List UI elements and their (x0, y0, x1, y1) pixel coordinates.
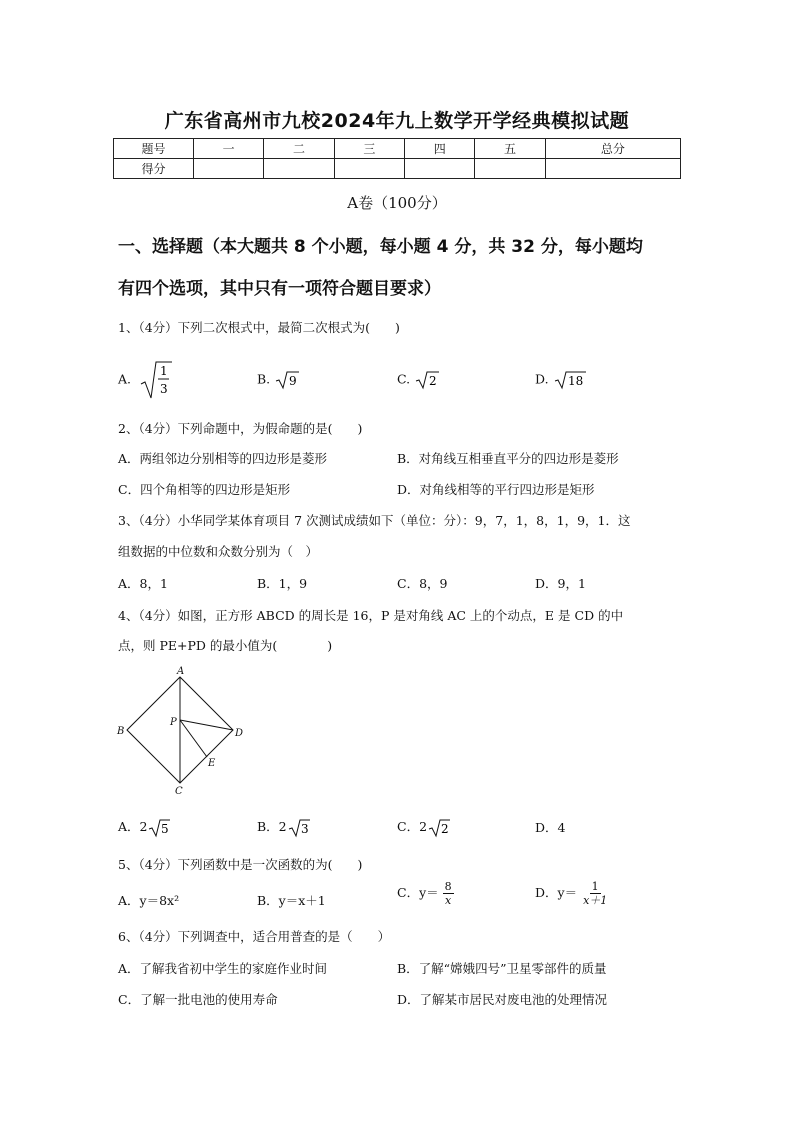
score-cell: 总分 (545, 139, 680, 159)
score-cell: 二 (264, 139, 334, 159)
score-cell: 题号 (114, 139, 194, 159)
sqrt-fraction-icon (139, 360, 173, 400)
q3-option-c: C．8，9 (397, 576, 448, 591)
q1-option-c (397, 370, 440, 390)
q3-option-d: D．9，1 (535, 576, 586, 591)
q5-option-c-num: 8 (444, 880, 452, 893)
label-e: E (208, 758, 216, 769)
q6-option-c: C．了解一批电池的使用寿命 (118, 992, 278, 1007)
q5-option-c (397, 880, 454, 907)
sqrt-icon (147, 818, 171, 838)
q2-option-b: B．对角线互相垂直平分的四边形是菱形 (397, 451, 619, 466)
label-d: D (235, 728, 244, 739)
segment-pe (180, 720, 207, 757)
sqrt-icon (553, 370, 587, 390)
q5-option-d-num: 1 (591, 880, 599, 893)
q3-stem-line2: 组数据的中位数和众数分别为（ ） (118, 544, 319, 559)
q1-option-a-num: 1 (160, 364, 168, 378)
score-cell: 三 (334, 139, 404, 159)
q4-option-b-radicand: 3 (300, 821, 309, 836)
q1-option-a (118, 360, 173, 400)
score-cell: 得分 (114, 159, 194, 179)
q4-option-a-label: A．2 (118, 819, 148, 834)
q1-option-b (257, 370, 300, 390)
score-cell: 一 (194, 139, 264, 159)
q1-option-c-label: C. (397, 371, 411, 387)
q4-option-a (118, 817, 171, 838)
q4-option-b-label: B．2 (257, 819, 287, 834)
q4-stem-line2: 点，则 PE+PD 的最小值为( ) (118, 638, 333, 653)
q6-option-b: B．了解“嫦娥四号”卫星零部件的质量 (397, 961, 607, 976)
q3-stem-line1: 3、（4分）小华同学某体育项目 7 次测试成绩如下（单位：分）：9，7，1，8，1，9，1．这 (118, 513, 631, 528)
sqrt-icon (414, 370, 440, 390)
sqrt-icon (274, 370, 300, 390)
score-table-header-row (114, 139, 681, 159)
q2-option-d: D．对角线相等的平行四边形是矩形 (397, 482, 595, 497)
label-a: A (177, 666, 185, 677)
square-abcd-figure (112, 664, 252, 799)
q5-option-c-den: x (445, 894, 452, 907)
q3-option-a: A．8，1 (118, 576, 168, 591)
score-table (113, 138, 681, 179)
score-cell-empty (545, 159, 680, 179)
q1-option-a-label: A. (118, 371, 132, 387)
q1-option-b-radicand: 9 (289, 374, 297, 388)
sqrt-icon (287, 818, 311, 838)
q4-option-a-radicand: 5 (161, 821, 170, 836)
q6-option-a: A．了解我省初中学生的家庭作业时间 (118, 961, 328, 976)
score-cell-empty (334, 159, 404, 179)
score-cell: 四 (405, 139, 475, 159)
q3-option-b: B．1，9 (257, 576, 308, 591)
label-c: C (175, 786, 183, 797)
section-heading-line1: 一、选择题（本大题共 8 个小题，每小题 4 分，共 32 分，每小题均 (118, 237, 643, 257)
sqrt-icon (427, 818, 451, 838)
q6-stem: 6、（4分）下列调查中，适合用普查的是（ ） (118, 929, 391, 944)
label-b: B (117, 726, 125, 737)
q4-option-c-radicand: 2 (441, 821, 449, 836)
q4-option-d: D．4 (535, 820, 566, 835)
score-cell-empty (475, 159, 545, 179)
score-cell-empty (405, 159, 475, 179)
q1-option-c-radicand: 2 (429, 374, 437, 388)
q5-option-d-fraction (581, 880, 609, 907)
score-cell-empty (194, 159, 264, 179)
q5-option-a: A．y＝8x² (118, 893, 180, 908)
q2-option-c: C．四个角相等的四边形是矩形 (118, 482, 291, 497)
q1-option-d (535, 370, 587, 390)
q5-option-d (535, 880, 609, 907)
q1-option-d-radicand: 18 (567, 374, 583, 388)
q2-option-a: A．两组邻边分别相等的四边形是菱形 (118, 451, 328, 466)
q5-option-d-label: D．y＝ (535, 885, 578, 900)
score-cell-empty (264, 159, 334, 179)
q6-option-d: D．了解某市居民对废电池的处理情况 (397, 992, 608, 1007)
q4-stem-line1: 4、（4分）如图，正方形 ABCD 的周长是 16，P 是对角线 AC 上的个动点，E 是 CD 的中 (118, 608, 624, 623)
paper-part-heading: A卷（100分） (347, 194, 447, 212)
section-heading-line2: 有四个选项，其中只有一项符合题目要求） (118, 279, 441, 299)
exam-title: 广东省高州市九校2024年九上数学开学经典模拟试题 (164, 110, 630, 132)
score-table-score-row (114, 159, 681, 179)
q5-option-c-label: C．y＝ (397, 885, 439, 900)
q4-option-c (397, 817, 451, 838)
q5-option-d-den: x＋1 (583, 894, 608, 907)
score-cell: 五 (475, 139, 545, 159)
q1-option-b-label: B. (257, 371, 271, 387)
q4-option-c-label: C．2 (397, 819, 428, 834)
q4-option-b (257, 817, 311, 838)
q1-stem: 1、（4分）下列二次根式中，最简二次根式为( ) (118, 320, 400, 335)
q5-option-b: B．y＝x＋1 (257, 893, 326, 908)
label-p: P (170, 717, 177, 728)
q5-option-c-fraction (443, 880, 454, 907)
q2-stem: 2、（4分）下列命题中，为假命题的是( ) (118, 421, 363, 436)
q1-option-a-den: 3 (160, 382, 168, 396)
q1-option-d-label: D. (535, 371, 549, 387)
q5-stem: 5、（4分）下列函数中是一次函数的为( ) (118, 857, 363, 872)
